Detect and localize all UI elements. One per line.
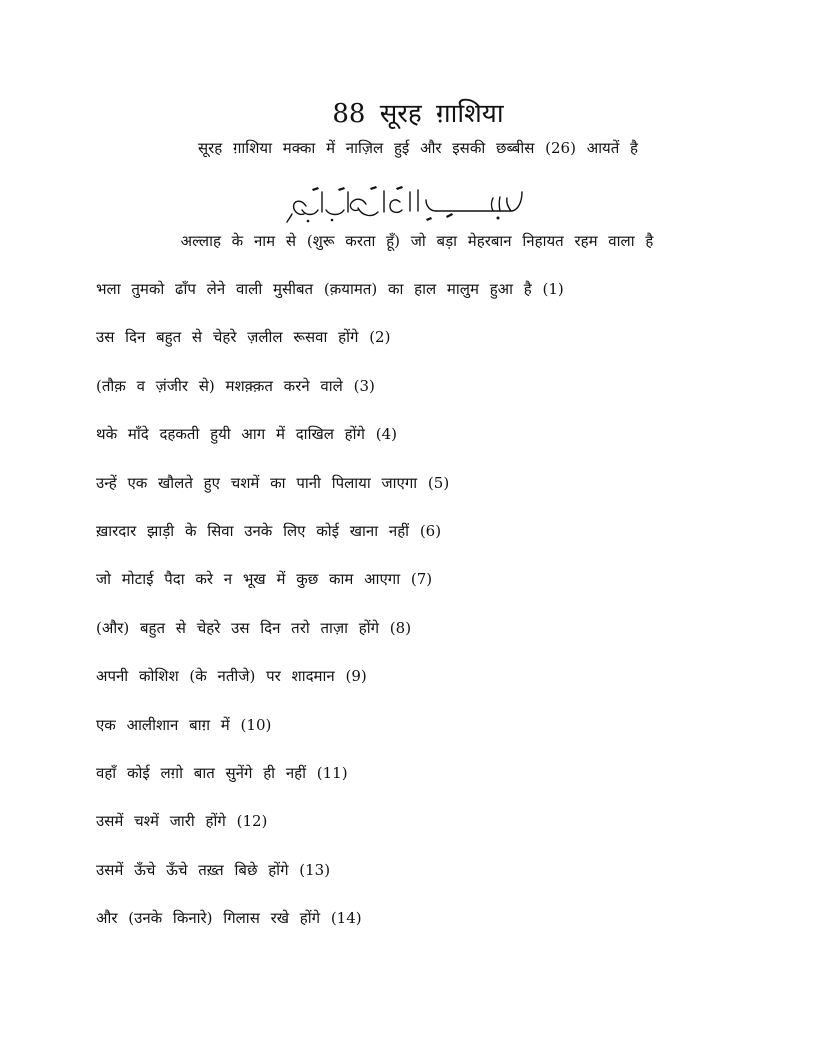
verse-line: (तौक़ व ज़ंजीर से) मशक़्क़त करने वाले (3) — [96, 376, 375, 395]
surah-subtitle: सूरह ग़ाशिया मक्का में नाज़िल हुई और इसकी छब्बीस (26) आयतें है — [197, 139, 639, 157]
surah-title: 88 सूरह ग़ाशिया — [332, 99, 504, 129]
verse-line: उसमें चश्में जारी होंगे (12) — [96, 812, 268, 831]
verse-list — [96, 276, 776, 953]
verse-line: अपनी कोशिश (के नतीजे) पर शादमान (9) — [96, 667, 367, 686]
verse-line: (और) बहुत से चेहरे उस दिन तरो ताज़ा होंगे (8) — [96, 618, 412, 637]
verse-line: थके माँदे दहकती हुयी आग में दाखिल होंगे (4) — [96, 425, 397, 444]
verse-line: उन्हें एक खौलते हुए चशमें का पानी पिलाया जाएगा (5) — [96, 473, 450, 492]
verse-line: जो मोटाई पैदा करे न भूख में कुछ काम आएगा (7) — [96, 570, 433, 589]
verse-line: ख़ारदार झाड़ी के सिवा उनके लिए कोई खाना नहीं (6) — [96, 521, 442, 540]
verse-line: भला तुमको ढाँप लेने वाली मुसीबत (क़यामत) का हाल मालुम हुआ है (1) — [96, 280, 564, 298]
invocation-line: अल्लाह के नाम से (शुरू करता हूँ) जो बड़ा मेहरबान निहायत रहम वाला है — [180, 232, 654, 250]
verse-line: उस दिन बहुत से चेहरे ज़लील रूसवा होंगे (2) — [96, 328, 391, 347]
bismillah-calligraphy — [286, 186, 530, 226]
verse-line: एक आलीशान बाग़ में (10) — [96, 715, 272, 734]
verse-line: और (उनके किनारे) गिलास रखे होंगे (14) — [96, 909, 362, 928]
verse-line: उसमें ऊँचे ऊँचे तख़्त बिछे होंगे (13) — [96, 860, 331, 879]
verse-line: वहाँ कोई लग़ो बात सुनेंगे ही नहीं (11) — [96, 763, 348, 782]
